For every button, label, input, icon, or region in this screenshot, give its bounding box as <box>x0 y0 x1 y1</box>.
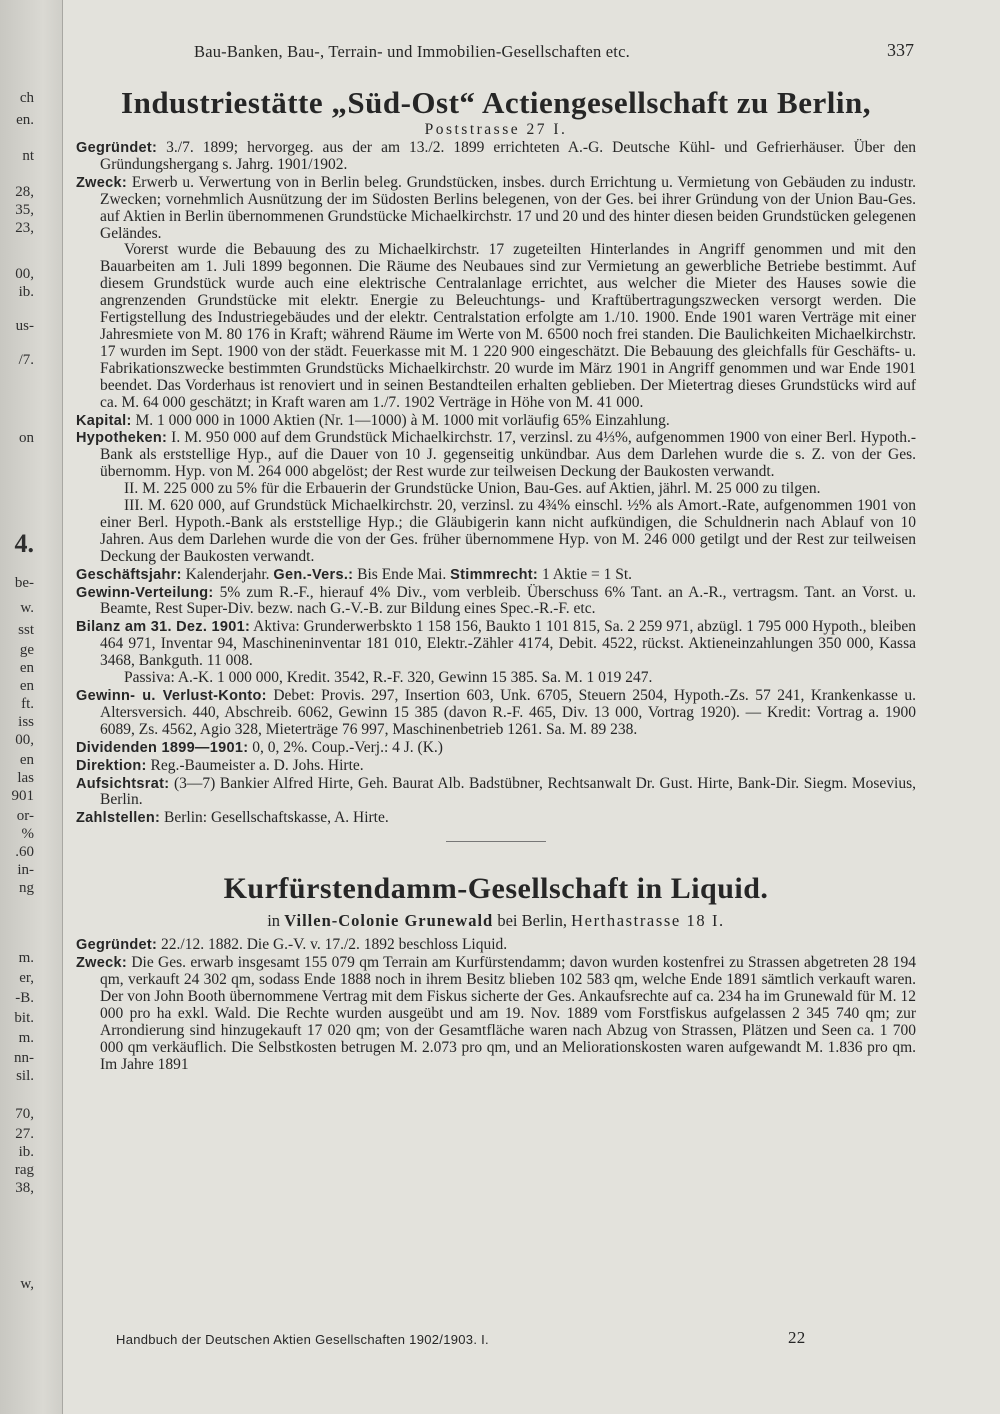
gutter-fragment: iss <box>18 714 34 730</box>
section-label: Zahlstellen: <box>76 810 161 827</box>
gutter-fragment: 38, <box>15 1180 34 1196</box>
section-kapital <box>76 413 916 430</box>
gutter-fragment: bit. <box>14 1010 34 1026</box>
gutter-fragment: 4. <box>14 530 34 558</box>
section-text: Kalenderjahr. <box>185 565 270 583</box>
section-zahlstellen <box>76 810 916 827</box>
gutter-fragment: 00, <box>15 732 34 748</box>
running-head <box>76 36 916 70</box>
company-title: Kurfürstendamm-Gesellschaft in Liquid. <box>223 872 769 906</box>
gutter-fragment: ft. <box>21 696 34 712</box>
page-footer <box>116 1328 816 1356</box>
footer-text: Handbuch der Deutschen Aktien Gesellschaften 1902/1903. I. <box>116 1332 489 1347</box>
section-hypotheken <box>76 430 916 481</box>
gutter-fragment: er, <box>19 970 34 986</box>
section-label: Aufsichtsrat: <box>76 775 170 792</box>
section-direktion <box>76 758 916 775</box>
section-gewinn-verlust-konto <box>76 688 916 739</box>
section-label: Zweck: <box>76 955 127 972</box>
gutter-fragment: -B. <box>15 990 34 1006</box>
section-text: Debet: Provis. 297, Insertion 603, Unk. 6705, Steuern 2504, Hypoth.-Zs. 57 241, Krankenkasse u. Altersversich. 440, Abschreib. 6062, Gewinn 15 385 (davon R.-F. 465, Div. 13 000, Vortrag 1920). — Kredit: Vortrag a. 1900 6089, Zs. 4562, Agio 328, Mieterträge 76 997, Maschinenbetrieb 1261. Sa. M. 89 238. <box>100 687 916 738</box>
binding-gutter <box>0 0 63 1414</box>
section-text: (3—7) Bankier Alfred Hirte, Geh. Baurat Alb. Badstübner, Rechtsanwalt Dr. Gust. Hirte, Bank-Dir. Siegm. Mosevius, Berlin. <box>100 774 916 809</box>
section-text: Bis Ende Mai. <box>357 565 447 583</box>
company-subtitle <box>76 910 916 931</box>
section-label: Direktion: <box>76 757 147 774</box>
section-text: M. 1 000 000 in 1000 Aktien (Nr. 1—1000) à M. 1000 mit vorläufig 65% Einzahlung. <box>135 411 670 429</box>
gutter-fragment: ib. <box>18 1144 34 1160</box>
subtitle-rest: bei Berlin, <box>497 911 567 931</box>
hypothek-2: II. M. 225 000 zu 5% für die Erbauerin der Grundstücke Union, Bau-Ges. auf Aktien, jährl. M. 25 000 zu tilgen. <box>124 480 821 498</box>
section-text: Berlin: Gesellschaftskasse, A. Hirte. <box>164 809 389 827</box>
gutter-fragment: 00, <box>15 266 34 282</box>
subtitle-in: in <box>267 911 281 931</box>
section-gewinn-verteilung <box>76 585 916 619</box>
section-text: 0, 0, 2%. Coup.-Verj.: 4 J. (K.) <box>252 738 443 756</box>
running-head-title: Bau-Banken, Bau-, Terrain- und Immobilien-Gesellschaften etc. <box>194 42 630 61</box>
section-label: Stimmrecht: <box>450 566 539 583</box>
company-entry-sued-ost <box>76 84 916 827</box>
section-dividenden <box>76 740 916 757</box>
section-text: 5% zum R.-F., hierauf 4% Div., vom verbleib. Überschuss 6% Tant. an A.-R., vertragsm. Tant. an Vorst. u. Beamte, Rest Super-Div. bezw. nach G.-V.-B. zur Bildung eines Spec.-R.-F. etc. <box>100 583 916 618</box>
gutter-fragment: 23, <box>15 220 34 236</box>
company-address: Poststrasse 27 I. <box>424 121 568 138</box>
subtitle-address: Herthastrasse 18 I. <box>571 911 725 931</box>
section-gegruendet <box>76 937 916 954</box>
section-label: Zweck: <box>76 174 127 191</box>
gutter-fragment: w. <box>20 600 34 616</box>
gutter-fragment: in- <box>17 862 34 878</box>
gutter-fragment: m. <box>18 950 34 966</box>
company-entry-kurfuerstendamm <box>76 870 916 1073</box>
section-text: 3./7. 1899; hervorgeg. aus der am 13./2. 1899 errichteten A.-G. Deutsche Kühl- und Gefrierhäuser. Über den Gründungshergang s. Jahrg. 1901/1902. <box>100 139 916 173</box>
gutter-fragment: 27. <box>15 1126 34 1142</box>
section-label: Gegründet: <box>76 140 158 156</box>
gutter-fragment: ch <box>19 90 34 106</box>
gutter-fragment: ng <box>19 880 34 896</box>
gutter-fragment: en <box>19 678 34 694</box>
gutter-fragment: ib. <box>18 284 34 300</box>
section-label: Hypotheken: <box>76 430 168 447</box>
section-text: 1 Aktie = 1 St. <box>541 565 633 583</box>
gutter-fragment: 70, <box>15 1106 34 1122</box>
section-gegruendet <box>76 140 916 174</box>
gutter-fragment: or- <box>16 808 34 824</box>
section-label: Gegründet: <box>76 937 158 954</box>
section-text: 22./12. 1882. Die G.-V. v. 17./2. 1892 beschloss Liquid. <box>161 936 508 954</box>
section-label: Geschäftsjahr: <box>76 566 182 583</box>
gutter-fragment: /7. <box>18 352 34 368</box>
gutter-fragment: ge <box>19 642 34 658</box>
gutter-fragment: 28, <box>15 184 34 200</box>
gutter-fragment: be- <box>14 575 34 591</box>
bilanz-passiva: Passiva: A.-K. 1 000 000, Kredit. 3542, R.-F. 320, Gewinn 15 385. Sa. M. 1 019 247. <box>124 669 653 687</box>
company-title: Industriestätte „Süd-Ost“ Actiengesellschaft zu Berlin, <box>121 85 871 120</box>
gutter-fragment: .60 <box>15 844 34 860</box>
gutter-fragment: las <box>17 770 34 786</box>
hypothek-3: III. M. 620 000, auf Grundstück Michaelkirchstr. 20, verzinsl. zu 4¾% einschl. ½% als Amort.-Rate, aufgenommen 1901 von einer Berl. Hypoth.-Bank als erststellige Hyp.; die Gläubigerin kann nicht aufkündigen, die Schuldnerin nach Ablauf von 10 Jahren. Aus dem Darlehen wurde die von der Ges. früher übernommene Hyp. von M. 246 000 getilgt und der Rest zur teilweisen Deckung der Baukosten verwandt. <box>100 497 916 565</box>
section-zweck <box>76 175 916 243</box>
section-label: Gewinn- u. Verlust-Konto: <box>76 688 267 704</box>
gutter-fragment: % <box>21 826 34 842</box>
gutter-fragment: w, <box>20 1276 34 1292</box>
gutter-fragment: 35, <box>15 202 34 218</box>
section-text: Erwerb u. Verwertung von in Berlin beleg. Grundstücken, insbes. durch Errichtung u. Vermietung von Gebäuden zu industr. Zwecken; vornehmlich Ausnützung der im Südosten Berlins belegenen, von der Ges. bei ihrer Gründung von der Union Bau-Ges. auf Aktien in Berlin übernommenen Grundstücke Michaelkirchstr. 17 und 20 und des hinter diesen beiden Grundstücken gelegenen Geländes. <box>100 173 917 242</box>
gutter-fragment: m. <box>18 1030 34 1046</box>
gutter-fragment: en <box>19 752 34 768</box>
gutter-fragment: rag <box>14 1162 34 1178</box>
subtitle-location: Villen-Colonie Grunewald <box>284 911 494 931</box>
zweck-paragraph: Vorerst wurde die Bebauung des zu Michaelkirchstr. 17 zugeteilten Hinterlandes in Angriff genommen und mit den Bauarbeiten am 1. Juli 1899 begonnen. Die Räume des Neubaues sind zur Vermietung an gewerbliche Betriebe bestimmt. Auf diesem Grundstück wurde auch eine elektrische Centralanlage errichtet, aus welcher die Mieter des Hauses sowie die angrenzenden Grundstücke mit elektr. Energie zu Beleuchtungs- und Kraftübertragungszwecken versorgt werden. Die Fertigstellung des Industriegebäudes und der elektr. Centralstation erfolgte am 1./10. 1900. Ende 1901 waren Verträge mit einer Jahresmiete von M. 80 176 in Kraft; während Räume im Werte von M. 6500 noch frei standen. Die Baulichkeiten Michaelkirchstr. 17 wurden im Sept. 1900 von der städt. Feuerkasse mit M. 1 220 900 eingeschätzt. Die Bebauung des gleichfalls für Geschäfts- u. Fabrikationszwecke bestimmten Grundstücks Michaelkirchstr. 20 wurde im März 1901 in Angriff genommen und war Ende 1901 beendet. Das Vorderhaus ist renoviert und in seinen Bestandteilen erhalten geblieben. Der Mietertrag dieses Grundstücks wird auf ca. M. 64 000 geschätzt; in Kraft waren am 1./7. 1902 Verträge in Höhe von M. 41 000. <box>100 241 916 411</box>
section-text: I. M. 950 000 auf dem Grundstück Michaelkirchstr. 17, verzinsl. zu 4⅓%, aufgenommen 1900 von einer Berl. Hypoth.-Bank als erststellige Hyp., auf die Dauer von 10 J. gegenseitig unkündbar. Aus dem Darlehen wurde die s. Z. von der Ges. übernomm. Hyp. von M. 264 000 abgelöst; der Rest wurde zur teilweisen Deckung der Baukosten verwandt. <box>100 429 917 481</box>
gutter-fragment: us- <box>15 318 34 334</box>
section-text: Die Ges. erwarb insgesamt 155 079 qm Terrain am Kurfürstendamm; davon wurden kostenfrei zu Strassen abgetreten 28 194 qm, verkauft 24 302 qm, sodass Ende 1888 noch in ihrem Besitz blieben 102 583 qm, welche Ende 1891 sämtlich verkauft waren. Der von John Booth übernommene Vertrag mit dem Fiskus sicherte der Ges. Ankaufsrechte auf ca. 234 ha im Grunewald für M. 12 000 pro ha exkl. Wald. Die Rechte wurden ausgeübt und am 19. Nov. 1889 vom Forstfiskus aufgelassen 2 345 740 qm; zur Arrondierung sind hinzugekauft 17 020 qm; von der Gesamtfläche waren nach Abzug von Strassen, Plätzen und Seen ca. 1 700 000 qm verkäuflich. Die Selbstkosten betrugen M. 2.073 pro qm, und an Meliorationskosten waren aufgewandt M. 1.836 pro qm. Im Jahre 1891 <box>100 954 916 1073</box>
section-label: Kapital: <box>76 412 132 429</box>
section-text: Aktiva: Grunderwerbskto 1 158 156, Baukto 1 101 815, Sa. 2 259 971, abzügl. 1 795 000 Hypoth., bleiben 464 971, Inventar 94, Maschineninventar 181 010, Elektr.-Zähler 4174, Debit. 4522, rückst. Aktieneinzahlungen 350 000, Kassa 3468, Bankguth. 11 008. <box>100 618 916 670</box>
gutter-fragment: nt <box>22 148 34 164</box>
gutter-fragment: sil. <box>16 1068 34 1084</box>
page-number: 337 <box>887 40 914 60</box>
gutter-fragment: sst <box>18 622 34 638</box>
gutter-fragment: on <box>19 430 34 446</box>
section-label: Gen.-Vers.: <box>273 566 354 583</box>
gutter-fragment: en <box>19 660 34 676</box>
section-aufsichtsrat <box>76 776 916 810</box>
gutter-fragment: nn- <box>14 1050 34 1066</box>
page-body <box>76 36 916 1074</box>
gutter-fragment: en. <box>16 112 34 128</box>
gutter-fragment: 901 <box>11 788 34 804</box>
section-divider <box>446 841 546 842</box>
section-text: Reg.-Baumeister a. D. Johs. Hirte. <box>150 756 364 774</box>
section-label: Bilanz am 31. Dez. 1901: <box>76 619 251 636</box>
sheet-number: 22 <box>788 1328 806 1347</box>
section-label: Gewinn-Verteilung: <box>76 584 214 601</box>
section-zweck <box>76 955 916 1073</box>
section-label: Dividenden 1899—1901: <box>76 739 249 756</box>
section-bilanz <box>76 619 916 670</box>
section-geschaeftsjahr <box>76 567 916 584</box>
